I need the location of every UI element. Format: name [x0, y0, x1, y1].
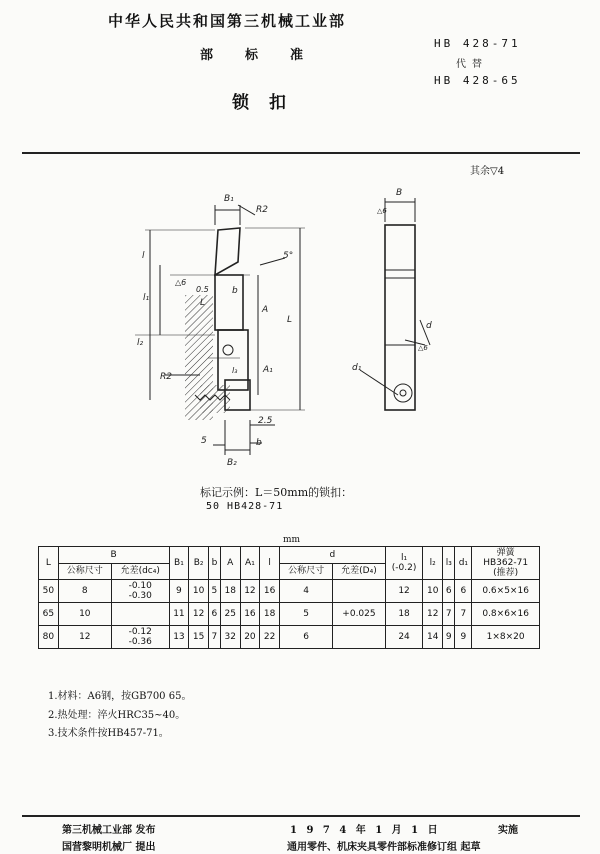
requirement-material: 1.材料：A6钢，按GB700 65。 — [48, 691, 192, 702]
col-l3: l₃ — [443, 547, 455, 580]
old-standard-code: HB 428-65 — [434, 74, 521, 87]
marking-example-code: 50 HB428-71 — [206, 501, 284, 512]
standard-code: HB 428-71 — [434, 37, 521, 50]
dimension-table — [38, 546, 540, 649]
footer-drafter: 通用零件、机床夹具零件部标准修订组 起草 — [287, 842, 481, 853]
col-l1: l₁ (-0.2) — [385, 547, 423, 580]
col-B1: B₁ — [169, 547, 189, 580]
table-row: 65 10 11 12 6 25 16 18 5 +0.025 18 12 7 7 0.8×6×16 — [39, 603, 540, 626]
col-L: L — [39, 547, 59, 580]
footer-issuer: 第三机械工业部 发布 — [62, 825, 156, 836]
label-r2-top: R2 — [256, 205, 268, 215]
footer-implement: 实施 — [498, 825, 518, 836]
side-view — [360, 198, 430, 410]
replaces-label: 代替 — [456, 59, 488, 70]
col-A: A — [220, 547, 240, 580]
label-b: b — [232, 286, 238, 296]
marking-example: 标记示例：L＝50mm的锁扣： — [200, 486, 353, 499]
table-row: 80 12 -0.12 -0.36 13 15 7 32 20 22 6 24 14 9 9 1×8×20 — [39, 626, 540, 649]
label-A: A — [262, 305, 269, 315]
col-d1: d₁ — [455, 547, 472, 580]
label-d6-right: △6 — [418, 344, 428, 352]
label-l: l — [142, 251, 145, 261]
label-l-small: L — [200, 298, 206, 308]
label-d6: △6 — [175, 278, 187, 287]
col-B-nominal: 公称尺寸 — [58, 563, 111, 580]
col-b: b — [208, 547, 220, 580]
col-B: B — [58, 547, 169, 564]
footer-date: 1 9 7 4 年 1 月 1 日 — [290, 825, 441, 836]
col-d-tol: 允差(D₄) — [333, 563, 386, 580]
label-b2: B₂ — [227, 458, 237, 468]
footer-proposer: 国营黎明机械厂 提出 — [62, 842, 156, 853]
label-5: 5 — [201, 436, 207, 446]
surface-roughness-note: 其余▽4 — [470, 166, 505, 177]
col-B-tol: 允差(dc₄) — [111, 563, 169, 580]
page-title: 锁扣 — [232, 93, 306, 113]
col-d-nominal: 公称尺寸 — [279, 563, 332, 580]
col-l2: l₂ — [423, 547, 443, 580]
label-L: L — [287, 315, 293, 325]
label-angle: 5° — [283, 251, 294, 261]
label-r2-bottom: R2 — [160, 372, 172, 382]
front-view — [135, 205, 305, 455]
label-b1: B₁ — [224, 194, 234, 204]
label-B: B — [396, 188, 403, 198]
table-unit: mm — [283, 535, 301, 545]
label-l2: l₂ — [137, 338, 144, 348]
table-row: 50 8 -0.10 -0.30 9 10 5 18 12 16 4 12 10 6 6 0.6×5×16 — [39, 580, 540, 603]
label-l1: l₁ — [143, 293, 150, 303]
col-A1: A₁ — [240, 547, 260, 580]
label-d: d — [426, 321, 432, 331]
label-A1: A₁ — [263, 365, 273, 375]
col-spring: 弹簧 HB362-71 (推荐) — [472, 547, 540, 580]
label-d6-top: △6 — [377, 207, 387, 215]
standard-type: 部标准 — [200, 48, 336, 63]
col-d: d — [279, 547, 385, 564]
label-l3: l₃ — [232, 366, 238, 375]
requirement-heat-treatment: 2.热处理：淬火HRC35~40。 — [48, 710, 186, 721]
label-05: 0.5 — [196, 285, 209, 294]
col-B2: B₂ — [189, 547, 209, 580]
footer-divider — [22, 815, 580, 817]
label-25: 2.5 — [258, 416, 273, 426]
label-b-bottom: b — [256, 438, 262, 448]
col-l: l — [260, 547, 280, 580]
label-d1: d₁ — [352, 363, 362, 373]
ministry-name: 中华人民共和国第三机械工业部 — [108, 12, 347, 30]
requirement-technical: 3.技术条件按HB457-71。 — [48, 728, 169, 739]
